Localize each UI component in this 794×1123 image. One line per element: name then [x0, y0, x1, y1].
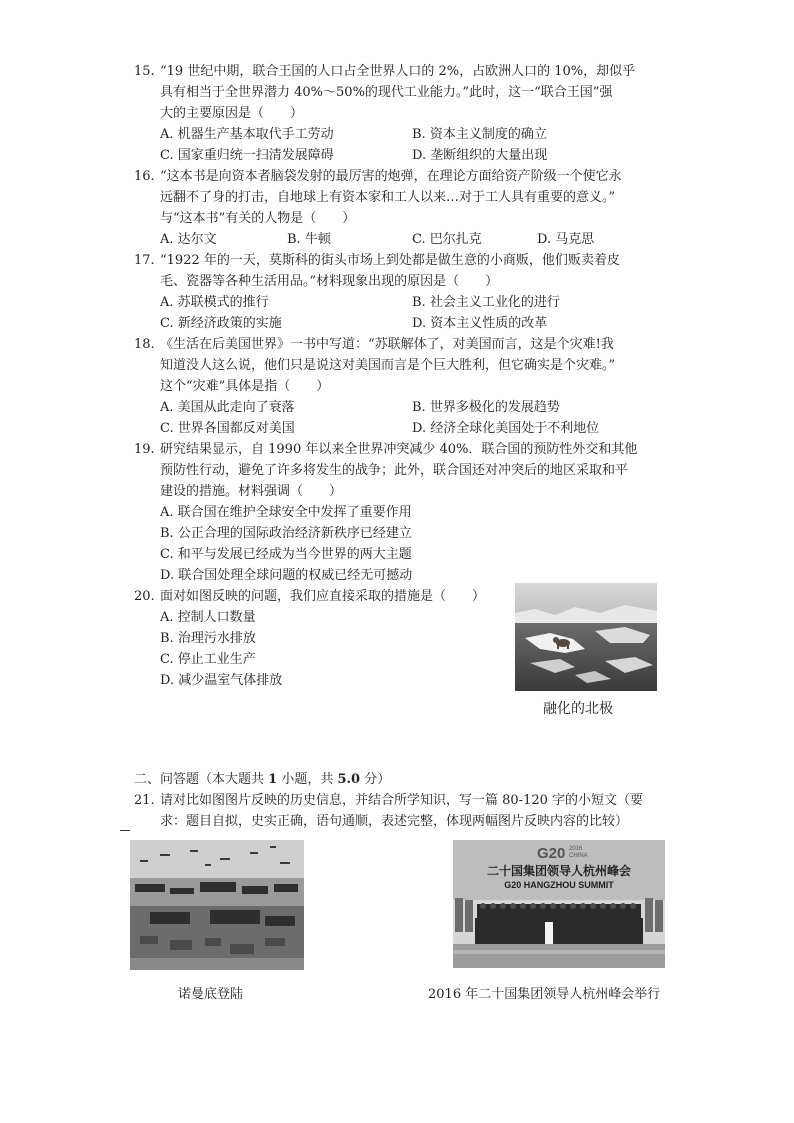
question-18-option-b: B. 世界多极化的发展趋势	[412, 400, 560, 415]
question-19-option-d: D. 联合国处理全球问题的权威已经无可撼动	[160, 568, 413, 583]
question-15-option-c: C. 国家重归统一扫清发展障碍	[160, 148, 334, 163]
question-15-text-line-2: 具有相当于全世界潜力 40%～50%的现代工业能力。”此时，这一“联合王国”强	[160, 85, 613, 100]
g20-logo-country: CHINA	[569, 853, 588, 859]
question-20-text-line-1: 面对如图反映的问题，我们应直接采取的措施是（ ）	[160, 589, 486, 604]
g20-summit-photo	[453, 840, 665, 968]
question-16-text-line-1: “这本书是向资本者脑袋发射的最厉害的炮弹，在理论方面给资产阶级一个使它永	[160, 169, 622, 184]
question-20-option-a: A. 控制人口数量	[160, 610, 256, 625]
normandy-landing-caption: 诺曼底登陆	[178, 987, 244, 1002]
question-19-text-line-1: 研究结果显示，自 1990 年以来全世界冲突减少 40%．联合国的预防性外交和其他	[160, 442, 638, 457]
question-16-option-c: C. 巴尔扎克	[412, 232, 482, 247]
question-19-option-c: C. 和平与发展已经成为当今世界的两大主题	[160, 547, 412, 562]
melting-arctic-photo	[515, 583, 657, 691]
question-17-text-line-2: 毛、瓷器等各种生活用品。”材料现象出现的原因是（ ）	[160, 274, 499, 289]
section-2-heading-middle: 小题，共	[277, 772, 338, 787]
question-18-text-line-2: 知道没人这么说，他们只是说这对美国而言是个巨大胜利，但它确实是个灾难。”	[160, 358, 616, 373]
question-19-option-b: B. 公正合理的国际政治经济新秩序已经建立	[160, 526, 412, 541]
question-17-option-a: A. 苏联模式的推行	[160, 295, 269, 310]
answer-blank-mark	[120, 830, 130, 831]
question-19-option-a: A. 联合国在维护全球安全中发挥了重要作用	[160, 505, 412, 520]
g20-logo: G20	[537, 845, 566, 862]
question-16-text-line-2: 远翻不了身的打击，自地球上有资本家和工人以来…对于工人具有重要的意义。”	[160, 190, 616, 205]
question-15-option-b: B. 资本主义制度的确立	[412, 127, 547, 142]
question-18-number: 18.	[134, 337, 155, 352]
question-16-number: 16.	[134, 169, 155, 184]
question-19-text-line-3: 建设的措施。材料强调（ ）	[160, 484, 343, 499]
question-16-option-a: A. 达尔文	[160, 232, 217, 247]
question-17-number: 17.	[134, 253, 155, 268]
question-15-text-line-1: “19 世纪中期，联合王国的人口占全世界人口的 2%，占欧洲人口的 10%，却似乎	[160, 64, 636, 79]
question-21-text-line-1: 请对比如图图片反映的历史信息，并结合所学知识，写一篇 80-120 字的小短文（要	[160, 793, 644, 808]
question-20-option-c: C. 停止工业生产	[160, 652, 256, 667]
question-20-option-b: B. 治理污水排放	[160, 631, 256, 646]
question-18-option-c: C. 世界各国都反对美国	[160, 421, 295, 436]
g20-logo-year: 2016	[569, 846, 583, 852]
section-2-question-count: 1	[268, 772, 278, 787]
question-19-text-line-2: 预防性行动，避免了许多将发生的战争；此外，联合国还对冲突后的地区采取和平	[160, 463, 629, 478]
melting-arctic-caption: 融化的北极	[543, 701, 613, 717]
question-18-text-line-1: 《生活在后美国世界》一书中写道：“苏联解体了，对美国而言，这是个灾难!我	[160, 337, 614, 352]
section-2-heading-prefix: 二、问答题（本大题共	[134, 772, 269, 787]
question-17-option-c: C. 新经济政策的实施	[160, 316, 282, 331]
question-17-text-line-1: “1922 年的一天，莫斯科的街头市场上到处都是做生意的小商贩，他们贩卖着皮	[160, 253, 620, 268]
question-17-option-d: D. 资本主义性质的改革	[412, 316, 548, 331]
question-15-option-d: D. 垄断组织的大量出现	[412, 148, 548, 163]
summit-banner-title: 二十国集团领导人杭州峰会	[486, 864, 631, 878]
normandy-landing-photo	[130, 840, 304, 970]
question-15-option-a: A. 机器生产基本取代手工劳动	[160, 127, 334, 142]
question-16-option-b: B. 牛顿	[287, 232, 331, 247]
question-16-option-d: D. 马克思	[537, 232, 595, 247]
g20-summit-caption: 2016 年二十国集团领导人杭州峰会举行	[428, 987, 661, 1002]
question-21-number: 21.	[134, 793, 155, 808]
question-18-text-line-3: 这个“灾难”具体是指（ ）	[160, 379, 330, 394]
question-16-text-line-3: 与“这本书”有关的人物是（ ）	[160, 211, 356, 226]
question-20-number: 20.	[134, 589, 155, 604]
summit-banner-subtitle: G20 HANGZHOU SUMMIT	[504, 880, 614, 890]
section-2-heading	[134, 770, 390, 790]
question-15-text-line-3: 大的主要原因是（ ）	[160, 106, 304, 121]
question-15-number: 15.	[134, 64, 155, 79]
section-2-score: 5.0	[337, 772, 361, 787]
question-18-option-d: D. 经济全球化美国处于不利地位	[412, 421, 600, 436]
question-20-option-d: D. 减少温室气体排放	[160, 673, 283, 688]
question-17-option-b: B. 社会主义工业化的进行	[412, 295, 560, 310]
question-18-option-a: A. 美国从此走向了衰落	[160, 400, 295, 415]
question-21-text-line-2: 求：题目自拟，史实正确，语句通顺，表述完整，体现两幅图片反映内容的比较）	[160, 814, 629, 829]
question-19-number: 19.	[134, 442, 155, 457]
section-2-heading-suffix: 分）	[360, 772, 391, 787]
